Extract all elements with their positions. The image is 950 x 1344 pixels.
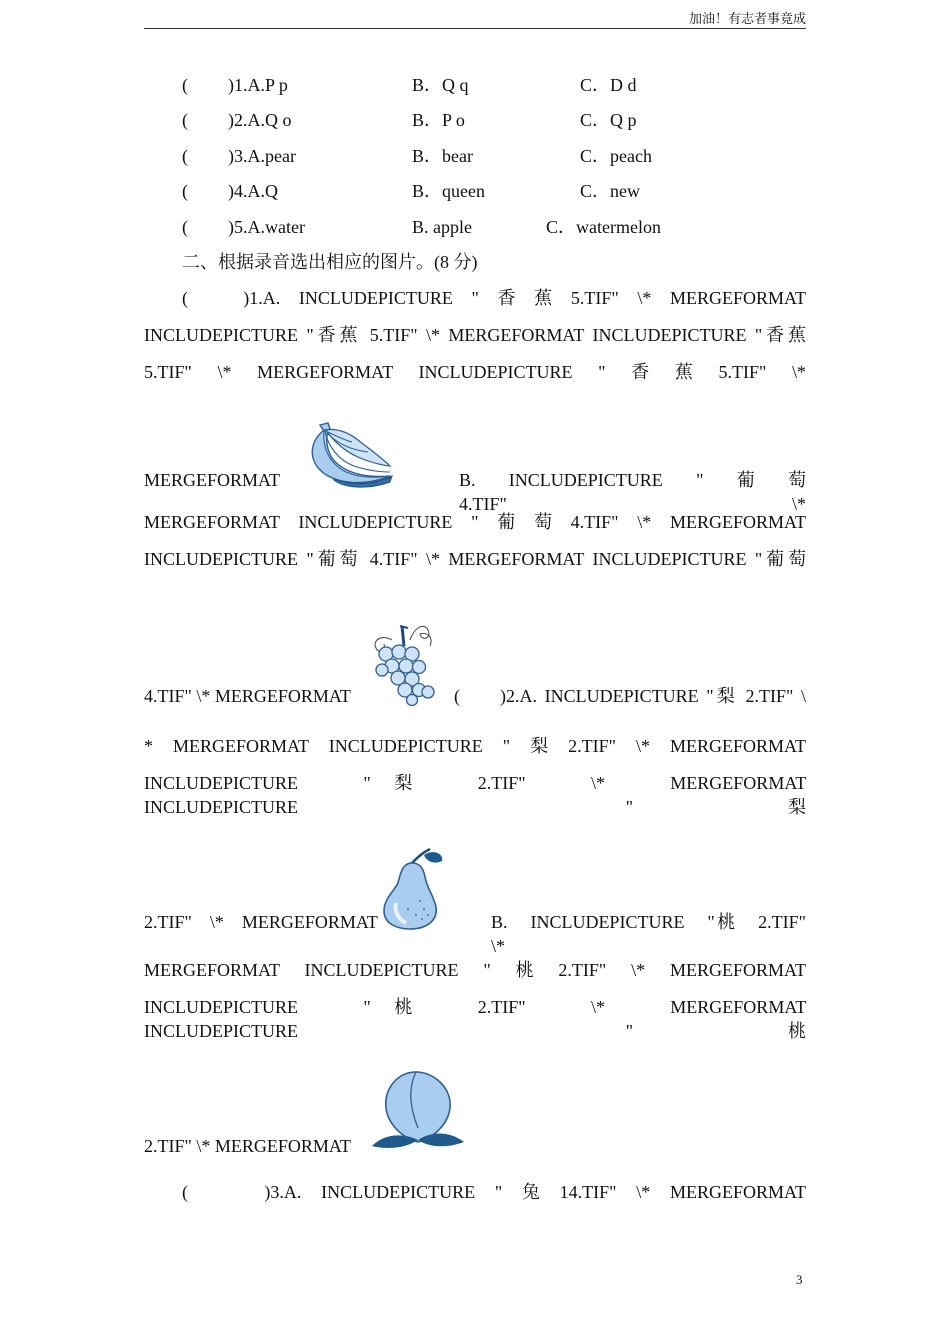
header-slogan: 加油！有志者事竟成 <box>688 11 806 26</box>
answer-paren: ( <box>182 217 188 237</box>
grape-icon <box>368 620 440 706</box>
section2-heading: 二、根据录音选出相应的图片。(8 分) <box>182 252 478 272</box>
answer-paren: ( <box>182 146 188 166</box>
body-line: ( )1.A. INCLUDEPICTURE " 香 蕉 5.TIF" \* MERGEFORMAT <box>182 288 806 308</box>
body-line: MERGEFORMAT <box>144 470 281 490</box>
body-line: 4.TIF" \* MERGEFORMAT <box>144 686 351 706</box>
body-line: MERGEFORMAT INCLUDEPICTURE " 葡 萄 4.TIF" \* MERGEFORMAT <box>144 512 806 532</box>
body-line: B. INCLUDEPICTURE " 葡 萄 4.TIF" \* <box>459 470 824 514</box>
body-line: MERGEFORMAT INCLUDEPICTURE " 桃 2.TIF" \* MERGEFORMAT <box>144 960 806 980</box>
answer-paren: ( <box>182 110 188 130</box>
option-c: C．Q p <box>580 110 637 130</box>
option-a: )1.A.P p <box>228 75 288 95</box>
body-line: ( )3.A. INCLUDEPICTURE " 兔 14.TIF" \* MERGEFORMAT <box>182 1182 806 1202</box>
option-c: C．new <box>580 181 640 201</box>
banana-icon <box>298 422 398 494</box>
peach-icon <box>368 1068 468 1154</box>
answer-paren: ( <box>182 181 188 201</box>
pear-icon <box>378 845 448 931</box>
page-number: 3 <box>796 1272 803 1287</box>
option-c: C．peach <box>580 146 652 166</box>
body-line: INCLUDEPICTURE "桃 2.TIF" \* MERGEFORMAT INCLUDEPICTURE "桃 <box>144 997 824 1041</box>
option-a: )3.A.pear <box>228 146 296 166</box>
answer-paren: ( <box>182 75 188 95</box>
option-a: )4.A.Q <box>228 181 278 201</box>
body-line: INCLUDEPICTURE "葡萄 4.TIF" \* MERGEFORMAT INCLUDEPICTURE "葡萄 <box>144 549 806 569</box>
option-c: C．D d <box>580 75 637 95</box>
page-header <box>144 8 806 29</box>
option-a: )5.A.water <box>228 217 305 237</box>
body-line: B. INCLUDEPICTURE "桃 2.TIF" \* <box>491 912 824 956</box>
body-line: 2.TIF" \* MERGEFORMAT <box>144 1136 351 1156</box>
option-b: B．Q q <box>412 75 469 95</box>
body-line: * MERGEFORMAT INCLUDEPICTURE " 梨 2.TIF" \* MERGEFORMAT <box>144 736 806 756</box>
option-b: B．P o <box>412 110 465 130</box>
body-line: INCLUDEPICTURE "香蕉 5.TIF" \* MERGEFORMAT INCLUDEPICTURE "香蕉 <box>144 325 806 345</box>
option-b: B．bear <box>412 146 473 166</box>
option-b: B．queen <box>412 181 485 201</box>
body-line: 5.TIF" \* MERGEFORMAT INCLUDEPICTURE " 香 蕉 5.TIF" \* <box>144 362 806 382</box>
body-line: 2.TIF" \* MERGEFORMAT <box>144 912 378 932</box>
option-c: C．watermelon <box>546 217 661 237</box>
answer-paren: ( <box>454 686 460 706</box>
body-line: INCLUDEPICTURE "梨 2.TIF" \* MERGEFORMAT INCLUDEPICTURE "梨 <box>144 773 824 817</box>
body-line: )2.A. INCLUDEPICTURE "梨 2.TIF" \ <box>500 686 806 706</box>
option-a: )2.A.Q o <box>228 110 292 130</box>
option-b: B. apple <box>412 217 472 237</box>
